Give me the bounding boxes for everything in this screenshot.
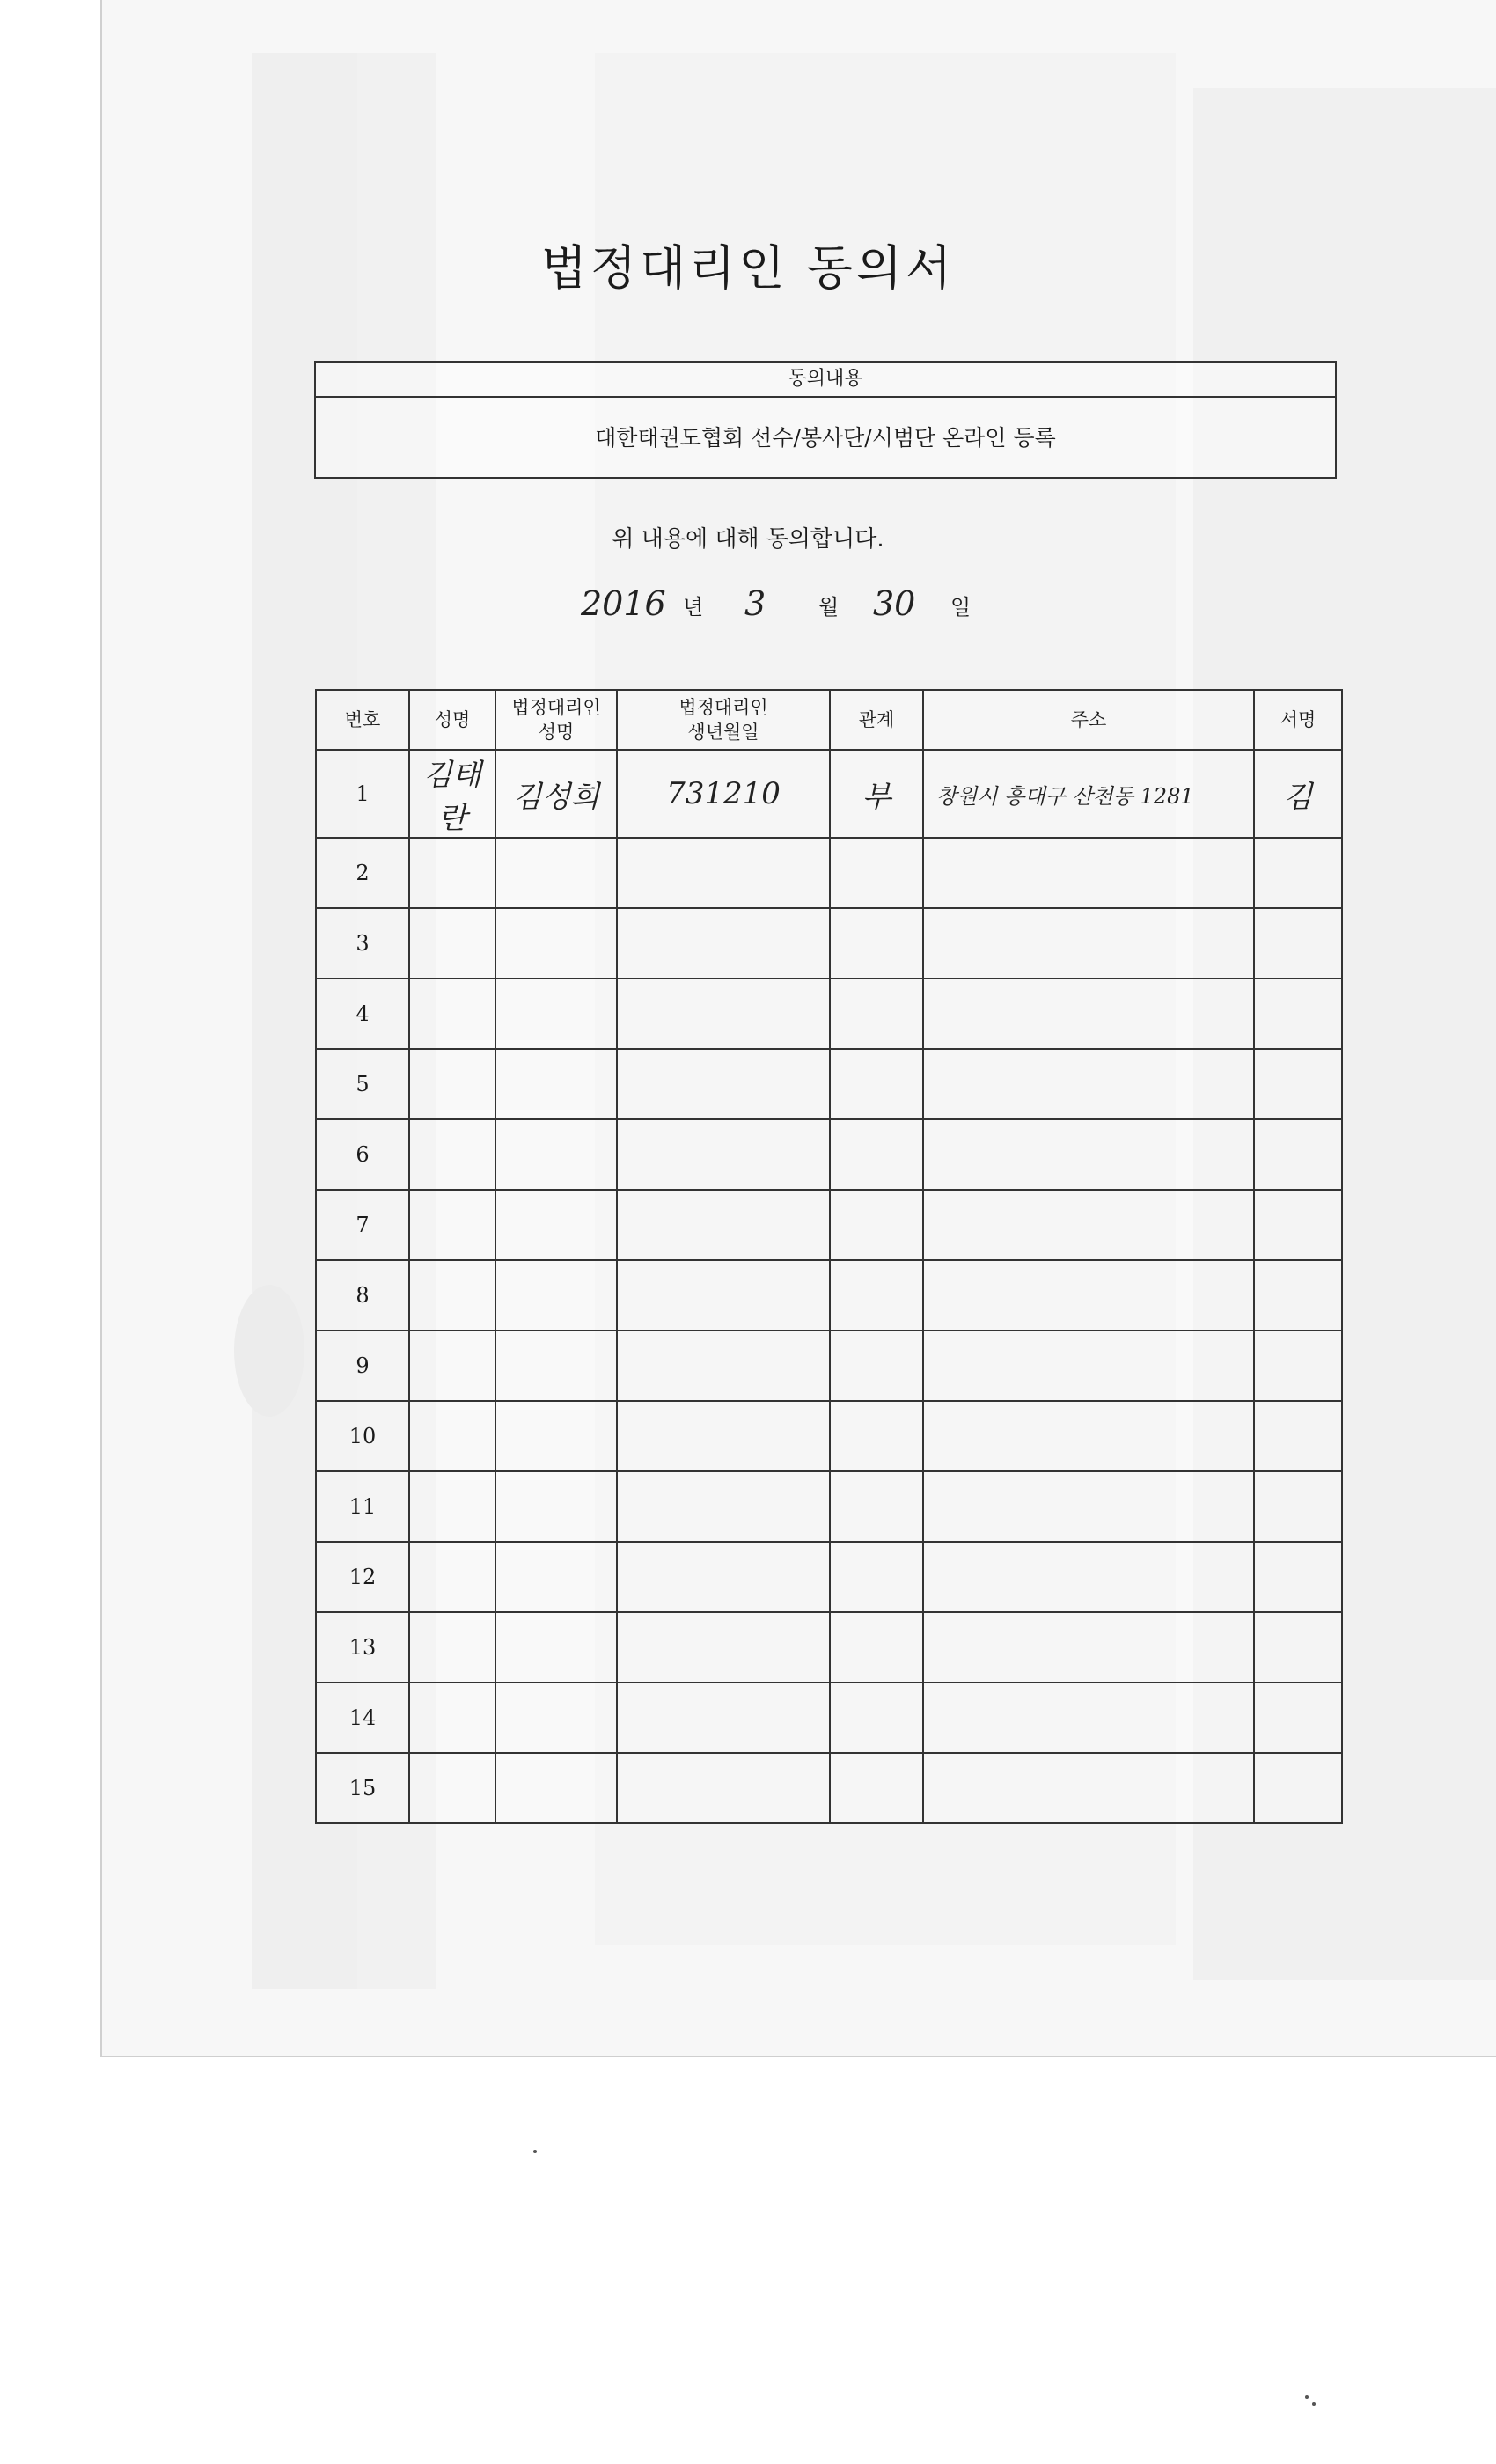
signature-cell <box>1254 1753 1342 1823</box>
address-cell <box>923 979 1254 1049</box>
student-name-cell <box>409 908 495 979</box>
student-name-cell <box>409 1401 495 1471</box>
guardian-name-cell <box>495 979 617 1049</box>
student-name-cell <box>409 1049 495 1119</box>
row-number: 11 <box>316 1471 409 1542</box>
date-day: 30 <box>873 584 916 623</box>
table-row <box>316 1401 1342 1471</box>
relation-cell <box>830 1471 923 1542</box>
column-header: 성명 <box>409 690 495 750</box>
row-number: 6 <box>316 1119 409 1190</box>
signature-cell <box>1254 1049 1342 1119</box>
row-number: 12 <box>316 1542 409 1612</box>
guardian-name-cell <box>495 1119 617 1190</box>
student-name-cell <box>409 1190 495 1260</box>
relation-cell <box>830 908 923 979</box>
address-cell <box>923 1049 1254 1119</box>
date-line <box>0 584 1496 642</box>
guardian-name-cell <box>495 1542 617 1612</box>
relation-cell <box>830 1542 923 1612</box>
table-row <box>316 1612 1342 1683</box>
guardian-birthdate-cell <box>617 838 830 908</box>
guardian-name-cell <box>495 1401 617 1471</box>
signature-cell <box>1254 1119 1342 1190</box>
guardian-name-cell <box>495 1049 617 1119</box>
row-number: 8 <box>316 1260 409 1331</box>
guardian-birthdate-cell <box>617 1612 830 1683</box>
relation-cell <box>830 1331 923 1401</box>
address-cell <box>923 1471 1254 1542</box>
address-cell <box>923 1331 1254 1401</box>
guardian-name-cell <box>495 1331 617 1401</box>
row-number: 9 <box>316 1331 409 1401</box>
table-header-row <box>316 690 1342 750</box>
agree-statement: 위 내용에 대해 동의합니다. <box>612 526 884 553</box>
guardian-birthdate-cell <box>617 1542 830 1612</box>
row-number: 1 <box>316 750 409 838</box>
row-number: 4 <box>316 979 409 1049</box>
row-number: 15 <box>316 1753 409 1823</box>
relation-cell <box>830 1190 923 1260</box>
signature-cell <box>1254 1401 1342 1471</box>
table-row <box>316 979 1342 1049</box>
guardian-name-cell <box>495 1612 617 1683</box>
student-name-cell <box>409 1612 495 1683</box>
guardian-name-cell <box>495 1683 617 1753</box>
row-number: 10 <box>316 1401 409 1471</box>
consent-box <box>314 361 1337 479</box>
guardian-name-cell <box>495 1471 617 1542</box>
table-row <box>316 750 1342 838</box>
guardian-birthdate-cell <box>617 1683 830 1753</box>
address-cell <box>923 1401 1254 1471</box>
signature-cell <box>1254 1612 1342 1683</box>
signature-cell <box>1254 1260 1342 1331</box>
address-cell <box>923 1260 1254 1331</box>
signature-cell <box>1254 1471 1342 1542</box>
table-row <box>316 1753 1342 1823</box>
guardian-birthdate-cell <box>617 979 830 1049</box>
table-row <box>316 1119 1342 1190</box>
row-number: 14 <box>316 1683 409 1753</box>
signature-cell <box>1254 1542 1342 1612</box>
table-row <box>316 1190 1342 1260</box>
guardian-birthdate-cell <box>617 1401 830 1471</box>
row-number: 3 <box>316 908 409 979</box>
guardian-name-cell: 김성희 <box>495 750 617 838</box>
column-header: 관계 <box>830 690 923 750</box>
row-number: 2 <box>316 838 409 908</box>
relation-cell <box>830 1260 923 1331</box>
signature-cell <box>1254 1190 1342 1260</box>
address-cell <box>923 1119 1254 1190</box>
relation-cell <box>830 838 923 908</box>
consent-header: 동의내용 <box>316 363 1335 398</box>
row-number: 7 <box>316 1190 409 1260</box>
guardian-name-cell <box>495 1753 617 1823</box>
student-name-cell <box>409 1260 495 1331</box>
scan-speck <box>533 2150 537 2153</box>
scan-speck <box>1305 2395 1309 2399</box>
student-name-cell <box>409 1119 495 1190</box>
column-header: 주소 <box>923 690 1254 750</box>
row-number: 5 <box>316 1049 409 1119</box>
date-year-unit: 년 <box>683 595 704 620</box>
relation-cell <box>830 1612 923 1683</box>
guardian-birthdate-cell <box>617 1190 830 1260</box>
guardian-birthdate-cell <box>617 1471 830 1542</box>
address-cell: 창원시 흥대구 산천동 1281 <box>923 750 1254 838</box>
address-cell <box>923 1612 1254 1683</box>
student-name-cell <box>409 1683 495 1753</box>
date-month: 3 <box>744 584 766 623</box>
signature-cell <box>1254 1683 1342 1753</box>
address-cell <box>923 1683 1254 1753</box>
relation-cell <box>830 1401 923 1471</box>
table-row <box>316 908 1342 979</box>
student-name-cell <box>409 1542 495 1612</box>
address-cell <box>923 1190 1254 1260</box>
row-number: 13 <box>316 1612 409 1683</box>
column-header: 법정대리인 생년월일 <box>617 690 830 750</box>
table-row <box>316 1683 1342 1753</box>
table-row <box>316 1331 1342 1401</box>
student-name-cell: 김태란 <box>409 750 495 838</box>
date-year: 2016 <box>581 584 666 623</box>
date-month-unit: 월 <box>818 595 840 620</box>
column-header: 법정대리인 성명 <box>495 690 617 750</box>
student-name-cell <box>409 979 495 1049</box>
table-row <box>316 1260 1342 1331</box>
signature-cell <box>1254 1331 1342 1401</box>
relation-cell <box>830 1119 923 1190</box>
table-body <box>316 750 1342 1823</box>
table-row <box>316 1049 1342 1119</box>
guardian-birthdate-cell <box>617 1753 830 1823</box>
table-row <box>316 838 1342 908</box>
column-header: 서명 <box>1254 690 1342 750</box>
guardian-name-cell <box>495 1260 617 1331</box>
address-cell <box>923 838 1254 908</box>
table-row <box>316 1542 1342 1612</box>
relation-cell <box>830 979 923 1049</box>
relation-cell <box>830 1049 923 1119</box>
student-name-cell <box>409 1471 495 1542</box>
signature-cell <box>1254 979 1342 1049</box>
address-cell <box>923 1542 1254 1612</box>
student-name-cell <box>409 1331 495 1401</box>
address-cell <box>923 1753 1254 1823</box>
guardian-name-cell <box>495 1190 617 1260</box>
table-row <box>316 1471 1342 1542</box>
column-header: 번호 <box>316 690 409 750</box>
guardian-name-cell <box>495 838 617 908</box>
bleed-through-emblem <box>234 1285 304 1417</box>
guardian-birthdate-cell <box>617 1331 830 1401</box>
document-title: 법정대리인 동의서 <box>540 240 956 296</box>
guardian-birthdate-cell <box>617 1119 830 1190</box>
scan-speck <box>1312 2402 1316 2406</box>
relation-cell <box>830 1683 923 1753</box>
guardian-birthdate-cell: 731210 <box>617 750 830 838</box>
signature-cell: 김 <box>1254 750 1342 838</box>
relation-cell <box>830 1753 923 1823</box>
student-name-cell <box>409 838 495 908</box>
guardian-birthdate-cell <box>617 1260 830 1331</box>
student-name-cell <box>409 1753 495 1823</box>
guardian-name-cell <box>495 908 617 979</box>
relation-cell: 부 <box>830 750 923 838</box>
consent-body: 대한태권도협회 선수/봉사단/시범단 온라인 등록 <box>595 425 1056 451</box>
address-cell <box>923 908 1254 979</box>
guardian-birthdate-cell <box>617 908 830 979</box>
guardian-roster-table <box>315 689 1343 1824</box>
guardian-birthdate-cell <box>617 1049 830 1119</box>
signature-cell <box>1254 838 1342 908</box>
signature-cell <box>1254 908 1342 979</box>
date-day-unit: 일 <box>950 595 972 620</box>
